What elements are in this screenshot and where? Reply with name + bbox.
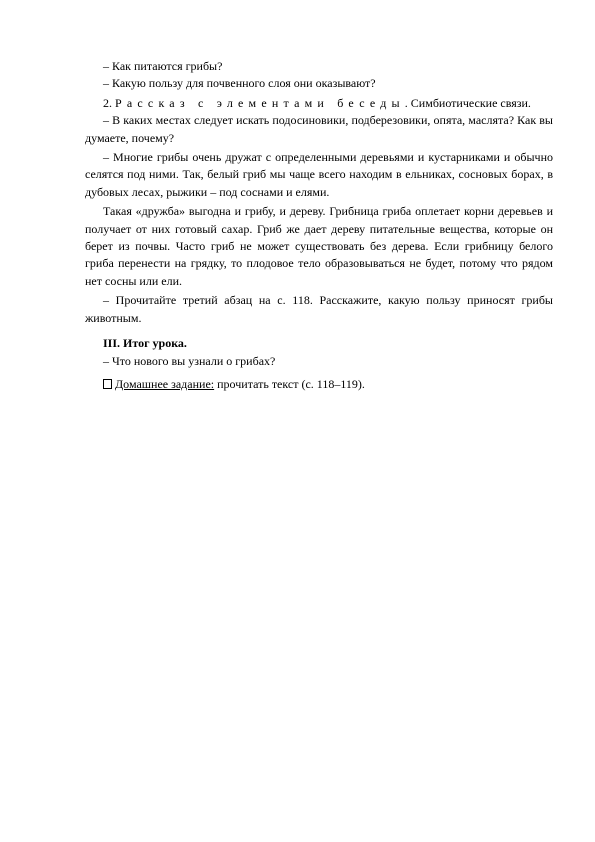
paragraph-where-to-search: – В каких местах следует искать подосиновики, подберезовики, опята, маслята? Как вы думаете, почему?	[85, 113, 553, 145]
paragraph-friendship: Такая «дружба» выгодна и грибу, и дереву. Грибница гриба оплетает корни деревьев и получает от них готовый сахар. Гриб же дает дереву питательные вещества, которые он берет из почвы. Часто гриб не может существовать без дерева. Если грибницу белого гриба перенести на грядку, то плодовое тело образовываться не будет, потому что рядом нет сосны или ели.	[85, 204, 553, 288]
document-body	[85, 58, 553, 393]
question-nutrition: – Как питаются грибы?	[103, 59, 223, 73]
section-2-subtitle: . Симбиотические связи.	[404, 95, 531, 110]
homework-label: Домашнее задание:	[115, 376, 215, 391]
paragraph-mushrooms-trees: – Многие грибы очень дружат с определенными деревьями и кустарниками и обычно селятся под ними. Так, белый гриб мы чаще всего находим в ельниках, сосновых борах, в дубовых лесах, рыжики – под соснами и елями.	[85, 150, 553, 199]
section-2-heading	[85, 95, 553, 112]
section-2-spaced-title: Рассказ с элементами беседы	[115, 95, 405, 110]
paragraph-read-task: – Прочитайте третий абзац на с. 118. Расскажите, какую пользу приносят грибы животным.	[85, 293, 553, 325]
question-soil-benefit: – Какую пользу для почвенного слоя они оказывают?	[103, 76, 376, 91]
question-summary: – Что нового вы узнали о грибах?	[103, 353, 276, 368]
section-3-heading: III. Итог урока.	[103, 336, 187, 351]
box-icon	[103, 379, 112, 389]
homework-text: прочитать текст (с. 118–119).	[214, 376, 365, 391]
section-2-number: 2.	[103, 95, 112, 110]
homework-line	[85, 376, 553, 393]
